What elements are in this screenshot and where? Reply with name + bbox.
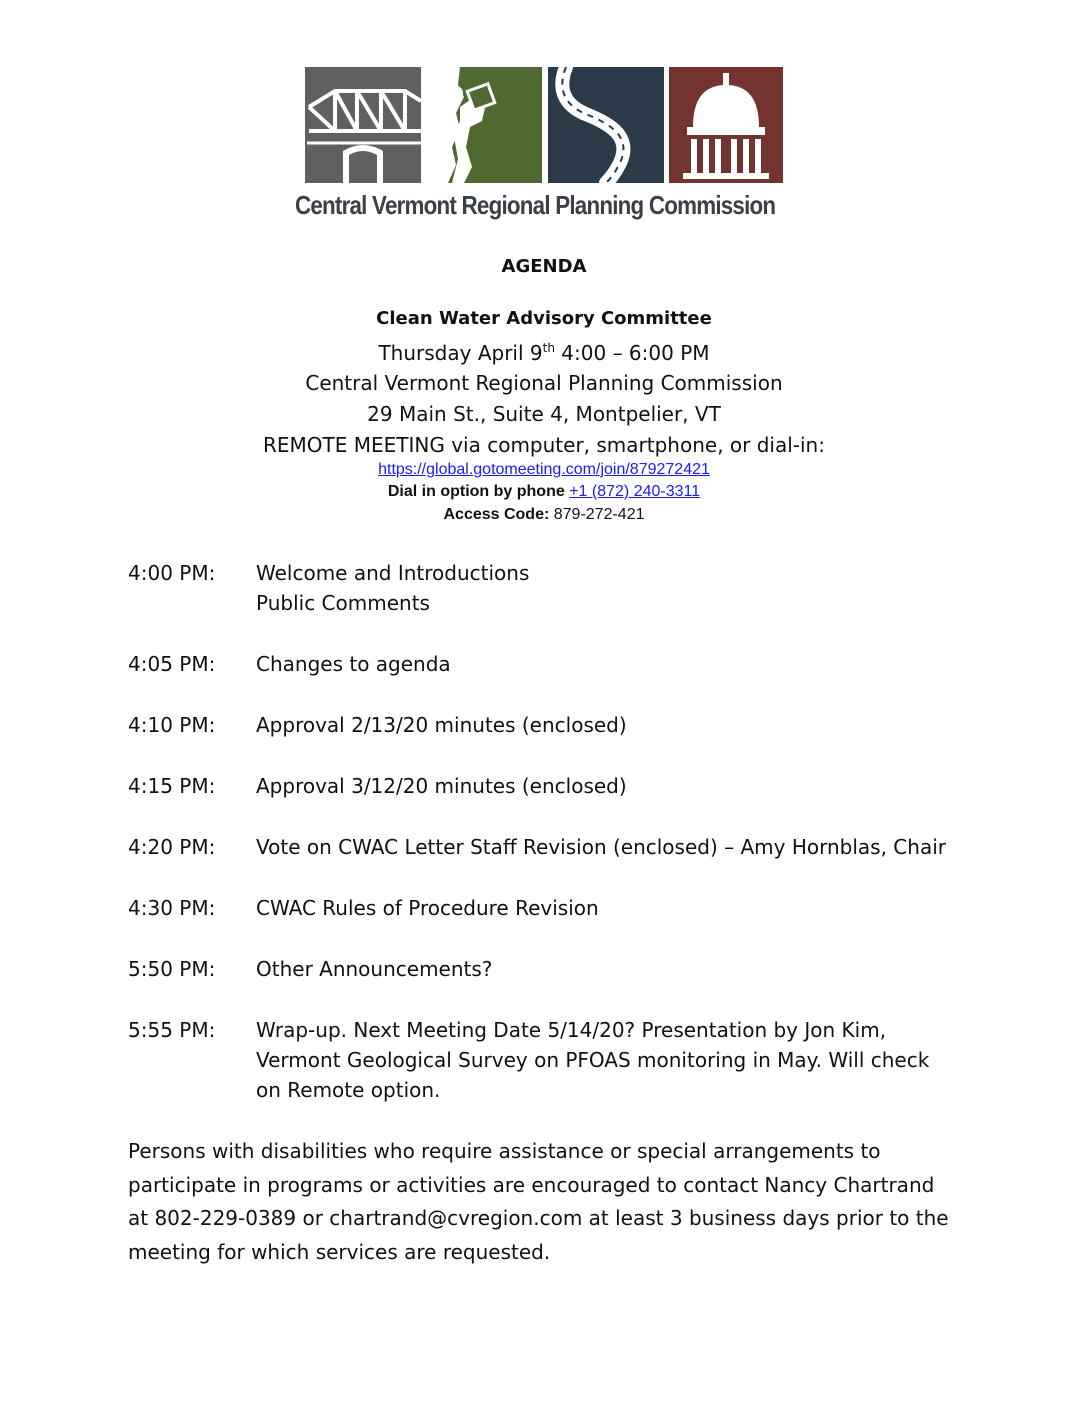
agenda-title: AGENDA: [501, 256, 587, 277]
agenda-item: [128, 1015, 988, 1105]
agenda-item-line: Vermont Geological Survey on PFOAS monitoring in May. Will check: [256, 1048, 930, 1072]
date-suffix: th: [542, 341, 555, 355]
agenda-item-text: [256, 1015, 976, 1105]
organization-name: Central Vermont Regional Planning Commission: [305, 371, 783, 395]
agenda-item: [128, 832, 988, 862]
notice-line: participate in programs or activities are encouraged to contact Nancy Chartrand: [128, 1172, 935, 1197]
dial-in-number-link[interactable]: +1 (872) 240-3311: [569, 483, 701, 500]
agenda-item-text: [256, 558, 976, 618]
agenda-item-time: 5:50 PM:: [128, 957, 216, 981]
agenda-item-time: 4:20 PM:: [128, 835, 216, 859]
meeting-link-line: [0, 461, 1088, 479]
access-code-label: Access Code:: [443, 506, 550, 523]
capitol-dome-icon: [669, 67, 783, 183]
notice-line: meeting for which services are requested.: [128, 1239, 551, 1264]
agenda-item: [128, 649, 988, 679]
agenda-item: [128, 954, 988, 984]
committee-name: Clean Water Advisory Committee: [376, 308, 712, 329]
agenda-item-line: on Remote option.: [256, 1078, 441, 1102]
meeting-date: [0, 341, 1088, 365]
agenda-item-time: 4:05 PM:: [128, 652, 216, 676]
agenda-items: [128, 558, 988, 1136]
dial-in-line: [0, 483, 1088, 501]
agenda-item: [128, 710, 988, 740]
cvrpc-logo: [305, 67, 783, 183]
remote-meeting-note: REMOTE MEETING via computer, smartphone, or dial-in:: [263, 433, 825, 457]
agenda-item: [128, 893, 988, 923]
agenda-item-line: CWAC Rules of Procedure Revision: [256, 896, 599, 920]
vermont-map-figure-icon: [426, 67, 542, 183]
meeting-time: 4:00 – 6:00 PM: [554, 341, 710, 365]
logo-wordmark: Central Vermont Regional Planning Commission: [295, 190, 776, 220]
agenda-item: [128, 771, 988, 801]
agenda-item-text: [256, 954, 976, 984]
agenda-item-line: Other Announcements?: [256, 957, 493, 981]
agenda-item-line: Wrap-up. Next Meeting Date 5/14/20? Presentation by Jon Kim,: [256, 1018, 887, 1042]
meeting-address: 29 Main St., Suite 4, Montpelier, VT: [367, 402, 721, 426]
bridge-icon: [305, 67, 421, 183]
agenda-item-time: 4:30 PM:: [128, 896, 216, 920]
access-code-line: [0, 506, 1088, 524]
agenda-item-line: Approval 3/12/20 minutes (enclosed): [256, 774, 627, 798]
agenda-item-time: 4:00 PM:: [128, 561, 216, 585]
agenda-item-time: 4:15 PM:: [128, 774, 216, 798]
agenda-item-line: Welcome and Introductions: [256, 561, 530, 585]
agenda-item-line: Changes to agenda: [256, 652, 451, 676]
agenda-item-text: [256, 893, 976, 923]
winding-road-icon: [548, 67, 664, 183]
accessibility-notice: [128, 1135, 988, 1269]
agenda-item-text: [256, 649, 976, 679]
notice-line: at 802-229-0389 or chartrand@cvregion.com at least 3 business days prior to the: [128, 1206, 949, 1230]
agenda-item-line: Public Comments: [256, 591, 430, 615]
agenda-item-time: 4:10 PM:: [128, 713, 216, 737]
gotomeeting-link[interactable]: https://global.gotomeeting.com/join/879272421: [378, 461, 710, 478]
dial-in-label: Dial in option by phone: [387, 483, 570, 500]
access-code-value: 879-272-421: [549, 506, 645, 523]
agenda-item-line: Vote on CWAC Letter Staff Revision (enclosed) – Amy Hornblas, Chair: [256, 835, 946, 859]
agenda-item-text: [256, 832, 976, 862]
agenda-item-text: [256, 710, 976, 740]
agenda-item-text: [256, 771, 976, 801]
notice-line: Persons with disabilities who require assistance or special arrangements to: [128, 1139, 881, 1163]
agenda-item-line: Approval 2/13/20 minutes (enclosed): [256, 713, 627, 737]
date-prefix: Thursday April 9: [378, 341, 543, 365]
agenda-item: [128, 558, 988, 618]
agenda-item-time: 5:55 PM:: [128, 1018, 216, 1042]
